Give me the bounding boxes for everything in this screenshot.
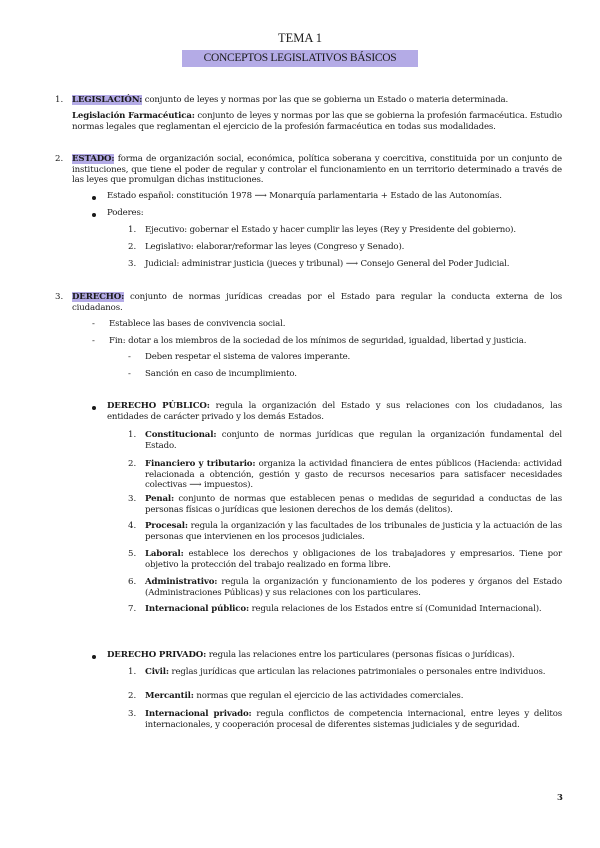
list-item [145,691,562,702]
item-term: Administrativo: [145,577,218,587]
list-item: Estado español: constitución 1978 ⟶ Monarquía parlamentaria + Estado de las Autonomías. [107,191,502,201]
item-term: Financiero y tributario: [145,459,256,469]
item-text: organiza la actividad financiera de entes públicos (Hacienda: actividad relacionada a obtención, gestión y gasto de recursos necesarios para satisfacer necesidades colectivas ⟶ impuestos). [145,459,562,491]
definition: conjunto de leyes y normas por las que se gobierna un Estado o materia determinada. [142,95,509,105]
item-text: conjunto de normas jurídicas que regulan la organización fundamental del Estado. [145,430,562,451]
bullet-icon [92,213,96,217]
list-item: Poderes: [107,208,144,218]
list-item [145,604,562,615]
term-highlight: DERECHO: [72,292,125,302]
item-text: normas que regulan el ejercicio de las actividades comerciales. [193,691,464,701]
list-number: 3. [128,709,137,719]
list-item [145,549,562,570]
list-item [145,667,562,678]
list-item [145,577,562,598]
subdefinition [72,111,562,132]
list-item [145,459,562,491]
subdefinition-text: regula las relaciones entre los particulares (personas físicas o jurídicas). [206,650,515,660]
item-text: regula relaciones de los Estados entre sí (Comunidad Internacional). [248,604,542,614]
item-term: Internacional privado: [145,709,252,719]
list-item: Judicial: administrar justicia (jueces y tribunal) ⟶ Consejo General del Poder Judicial. [145,259,510,269]
item-text: regula la organización y funcionamiento de los poderes y órganos del Estado (Administraciones Públicas) y sus relaciones con los particulares. [145,577,562,598]
list-number: 3. [128,259,137,269]
list-number: 2. [128,691,137,701]
term-highlight: LEGISLACIÓN: [72,95,143,105]
subterm: Legislación Farmacéutica: [72,111,195,121]
item-text: regula la organización y las facultades de los tribunales de justicia y la actuación de las personas que intervienen en los procesos judiciales. [145,521,562,542]
section-estado [72,154,562,186]
dash-marker: - [128,369,131,379]
item-text: reglas jurídicas que articulan las relaciones patrimoniales o personales entre individuos. [168,667,546,677]
list-item [145,430,562,451]
page-title: TEMA 1 [277,31,323,45]
section-derecho [72,292,562,313]
item-text: conjunto de normas que establecen penas o medidas de seguridad a conductas de las personas físicas o jurídicas que lesionen derechos de los demás (delitos). [145,494,562,515]
item-term: Civil: [145,667,169,677]
page-number: 3 [557,793,563,803]
item-term: Laboral: [145,549,184,559]
list-item [145,709,562,730]
subdefinition-text: conjunto de leyes y normas por las que se gobierna la profesión farmacéutica. Estudio normas legales que reglamentan el ejercicio de la profesión farmacéutica en todas sus modalidades. [72,111,563,132]
list-number: 7. [128,604,137,614]
bullet-icon [92,655,96,659]
list-item [145,521,562,542]
subterm: DERECHO PÚBLICO: [107,401,210,411]
section-number: 1. [55,95,64,105]
list-item: Ejecutivo: gobernar el Estado y hacer cumplir las leyes (Rey y Presidente del gobierno). [145,225,516,235]
list-item: Fin: dotar a los miembros de la sociedad de los mínimos de seguridad, igualdad, libertad y justicia. [109,336,527,346]
list-item: Establece las bases de convivencia social. [109,319,286,329]
list-item [145,494,562,515]
list-item: Deben respetar el sistema de valores imperante. [145,352,351,362]
item-term: Procesal: [145,521,188,531]
subdefinition-text: regula la organización del Estado y sus relaciones con los ciudadanos, las entidades de carácter privado y los demás Estados. [107,401,562,422]
section-legislacion [72,95,508,106]
item-term: Constitucional: [145,430,217,440]
section-number: 3. [55,292,64,302]
list-number: 3. [128,494,137,504]
list-number: 4. [128,521,137,531]
item-text: regula conflictos de competencia internacional, entre leyes y delitos internacionales, y cooperación procesal de diferentes sistemas judiciales y de seguridad. [145,709,562,730]
list-number: 1. [128,430,137,440]
list-number: 2. [128,459,137,469]
dash-marker: - [92,336,95,346]
list-item: Legislativo: elaborar/reformar las leyes (Congreso y Senado). [145,242,405,252]
dash-marker: - [92,319,95,329]
derecho-privado [107,650,515,661]
list-number: 2. [128,242,137,252]
item-term: Penal: [145,494,175,504]
term-highlight: ESTADO: [72,154,115,164]
definition: conjunto de normas jurídicas creadas por el Estado para regular la conducta externa de los ciudadanos. [72,292,562,313]
list-number: 1. [128,667,137,677]
page-subtitle: CONCEPTOS LEGISLATIVOS BÁSICOS [182,50,418,67]
section-number: 2. [55,154,64,164]
list-item: Sanción en caso de incumplimiento. [145,369,297,379]
list-number: 6. [128,577,137,587]
list-number: 1. [128,225,137,235]
item-text: establece los derechos y obligaciones de los trabajadores y empresarios. Tiene por objetivo la protección del trabajo realizado en forma libre. [145,549,562,570]
item-term: Mercantil: [145,691,194,701]
subterm: DERECHO PRIVADO: [107,650,207,660]
definition: forma de organización social, económica, política soberana y coercitiva, constituida por un conjunto de instituciones, que tiene el poder de regular y controlar el funcionamiento en un territorio determinado a través de las leyes que promulgan dichas instituciones. [72,154,562,186]
derecho-publico [107,401,562,422]
bullet-icon [92,196,96,200]
list-number: 5. [128,549,137,559]
item-term: Internacional público: [145,604,249,614]
dash-marker: - [128,352,131,362]
bullet-icon [92,406,96,410]
